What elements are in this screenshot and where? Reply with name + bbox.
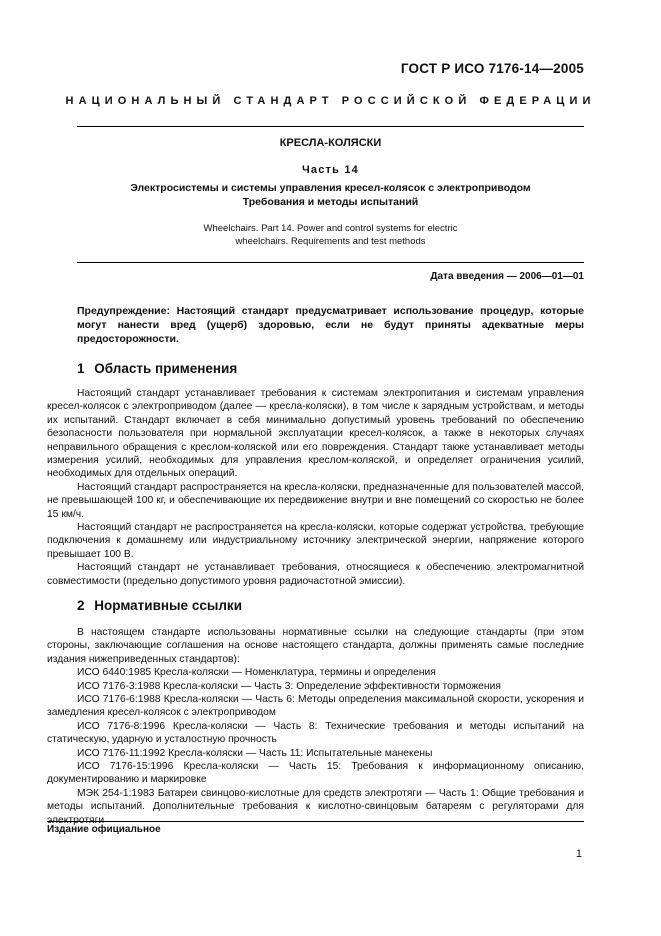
title-divider (77, 262, 584, 263)
warning-notice (77, 304, 584, 346)
document-code: ГОСТ Р ИСО 7176-14—2005 (400, 61, 584, 76)
reference-item: ИСО 6440:1985 Кресла-коляски — Номенклатура, термины и определения (77, 667, 436, 679)
english-title-line-2: wheelchairs. Requirements and test methods (235, 236, 426, 247)
reference-item: ИСО 7176-6:1988 Кресла-коляски — Часть 6: Методы определения максимальной скорости, ускорения и замедления кресел-колясок с электроприводом (47, 694, 584, 719)
paragraph: В настоящем стандарте использованы нормативные ссылки на следующие стандарты (при этом стороны, заключающие соглашения на основе настоящего стандарта, должны применять самые последние издания нижеприведенных стандартов): (47, 627, 584, 665)
top-divider (77, 126, 584, 127)
paragraph: Настоящий стандарт не устанавливает требования, относящиеся к обеспечению электромагнитной совместимости (предельно допустимого уровня радиочастотной эмиссии). (47, 562, 584, 587)
introduction-date: Дата введения — 2006—01—01 (430, 271, 584, 282)
document-title: КРЕСЛА-КОЛЯСКИ (279, 137, 382, 149)
national-standard-banner: НАЦИОНАЛЬНЫЙ СТАНДАРТ РОССИЙСКОЙ ФЕДЕРАЦИИ (65, 95, 596, 107)
paragraph: Настоящий стандарт не распространяется на кресла-коляски, которые содержат устройства, требующие подключения к домашнему или индустриальному источнику электрической энергии, напряжение которого превышает 100 В. (47, 522, 584, 560)
document-part: Часть 14 (301, 164, 359, 176)
paragraph: Настоящий стандарт распространяется на кресла-коляски, предназначенные для пользователей массой, не превышающей 100 кг, и обеспечивающие их передвижение внутри и вне помещений со скоростью не более 15 км/ч. (47, 481, 584, 520)
section-1-title: Область применения (94, 361, 238, 376)
section-1-body (47, 387, 584, 588)
section-2-heading (77, 598, 242, 613)
reference-item: ИСО 7176-3:1988 Кресла-коляски — Часть 3: Определение эффективности торможения (77, 680, 501, 692)
english-title-line-1: Wheelchairs. Part 14. Power and control systems for electric (203, 223, 458, 234)
section-1-heading (77, 361, 237, 376)
paragraph: Настоящий стандарт устанавливает требования к системам электропитания и системам управления кресел-колясок с электроприводом (далее — кресла-коляски), в том числе к зарядным устройствам, и методы их испытаний. Стандарт включает в себя минимально допустимый уровень требований по обеспечению безопасности пользователя при нормальной эксплуатации кресел-колясок, а также в некоторых случаях неправильного обращения с креслом-коляской или его повреждения. Стандарт также устанавливает методы измерения усилий, необходимых для управления креслом-коляской, и определяет ограничения усилий, необходимых для отдельных операций. (47, 388, 584, 480)
document-subtitle (77, 181, 584, 209)
reference-item: ИСО 7176-15:1996 Кресла-коляски — Часть 15: Требования к информационному описанию, документированию и маркировке (47, 761, 584, 786)
footer-divider (47, 821, 584, 822)
page-number: 1 (575, 848, 582, 860)
subtitle-line-1: Электросистемы и системы управления кресел-колясок с электроприводом (130, 182, 531, 194)
official-edition-label: Издание официальное (47, 824, 161, 835)
section-2-body (47, 626, 584, 827)
reference-item: ИСО 7176-11:1992 Кресла-коляски — Часть 11: Испытательные манекены (77, 747, 433, 759)
section-1-number: 1 (77, 361, 85, 376)
subtitle-line-2: Требования и методы испытаний (242, 196, 419, 208)
english-title (77, 222, 584, 248)
section-2-title: Нормативные ссылки (94, 598, 242, 613)
section-2-number: 2 (77, 598, 85, 613)
reference-item: МЭК 254-1:1983 Батареи свинцово-кислотные для средств электротяги — Часть 1: Общие требования и методы испытаний. Дополнительные требования к кислотно-свинцовым батареям с регуляторами для электротяги (47, 787, 584, 826)
warning-text: Предупреждение: Настоящий стандарт предусматривает использование процедур, которые могут нанести вред (ущерб) здоровью, если не будут приняты адекватные меры предосторожности. (77, 305, 584, 345)
reference-item: ИСО 7176-8:1996 Кресла-коляски — Часть 8: Технические требования и методы испытаний на статическую, ударную и усталостную прочность (47, 720, 584, 746)
